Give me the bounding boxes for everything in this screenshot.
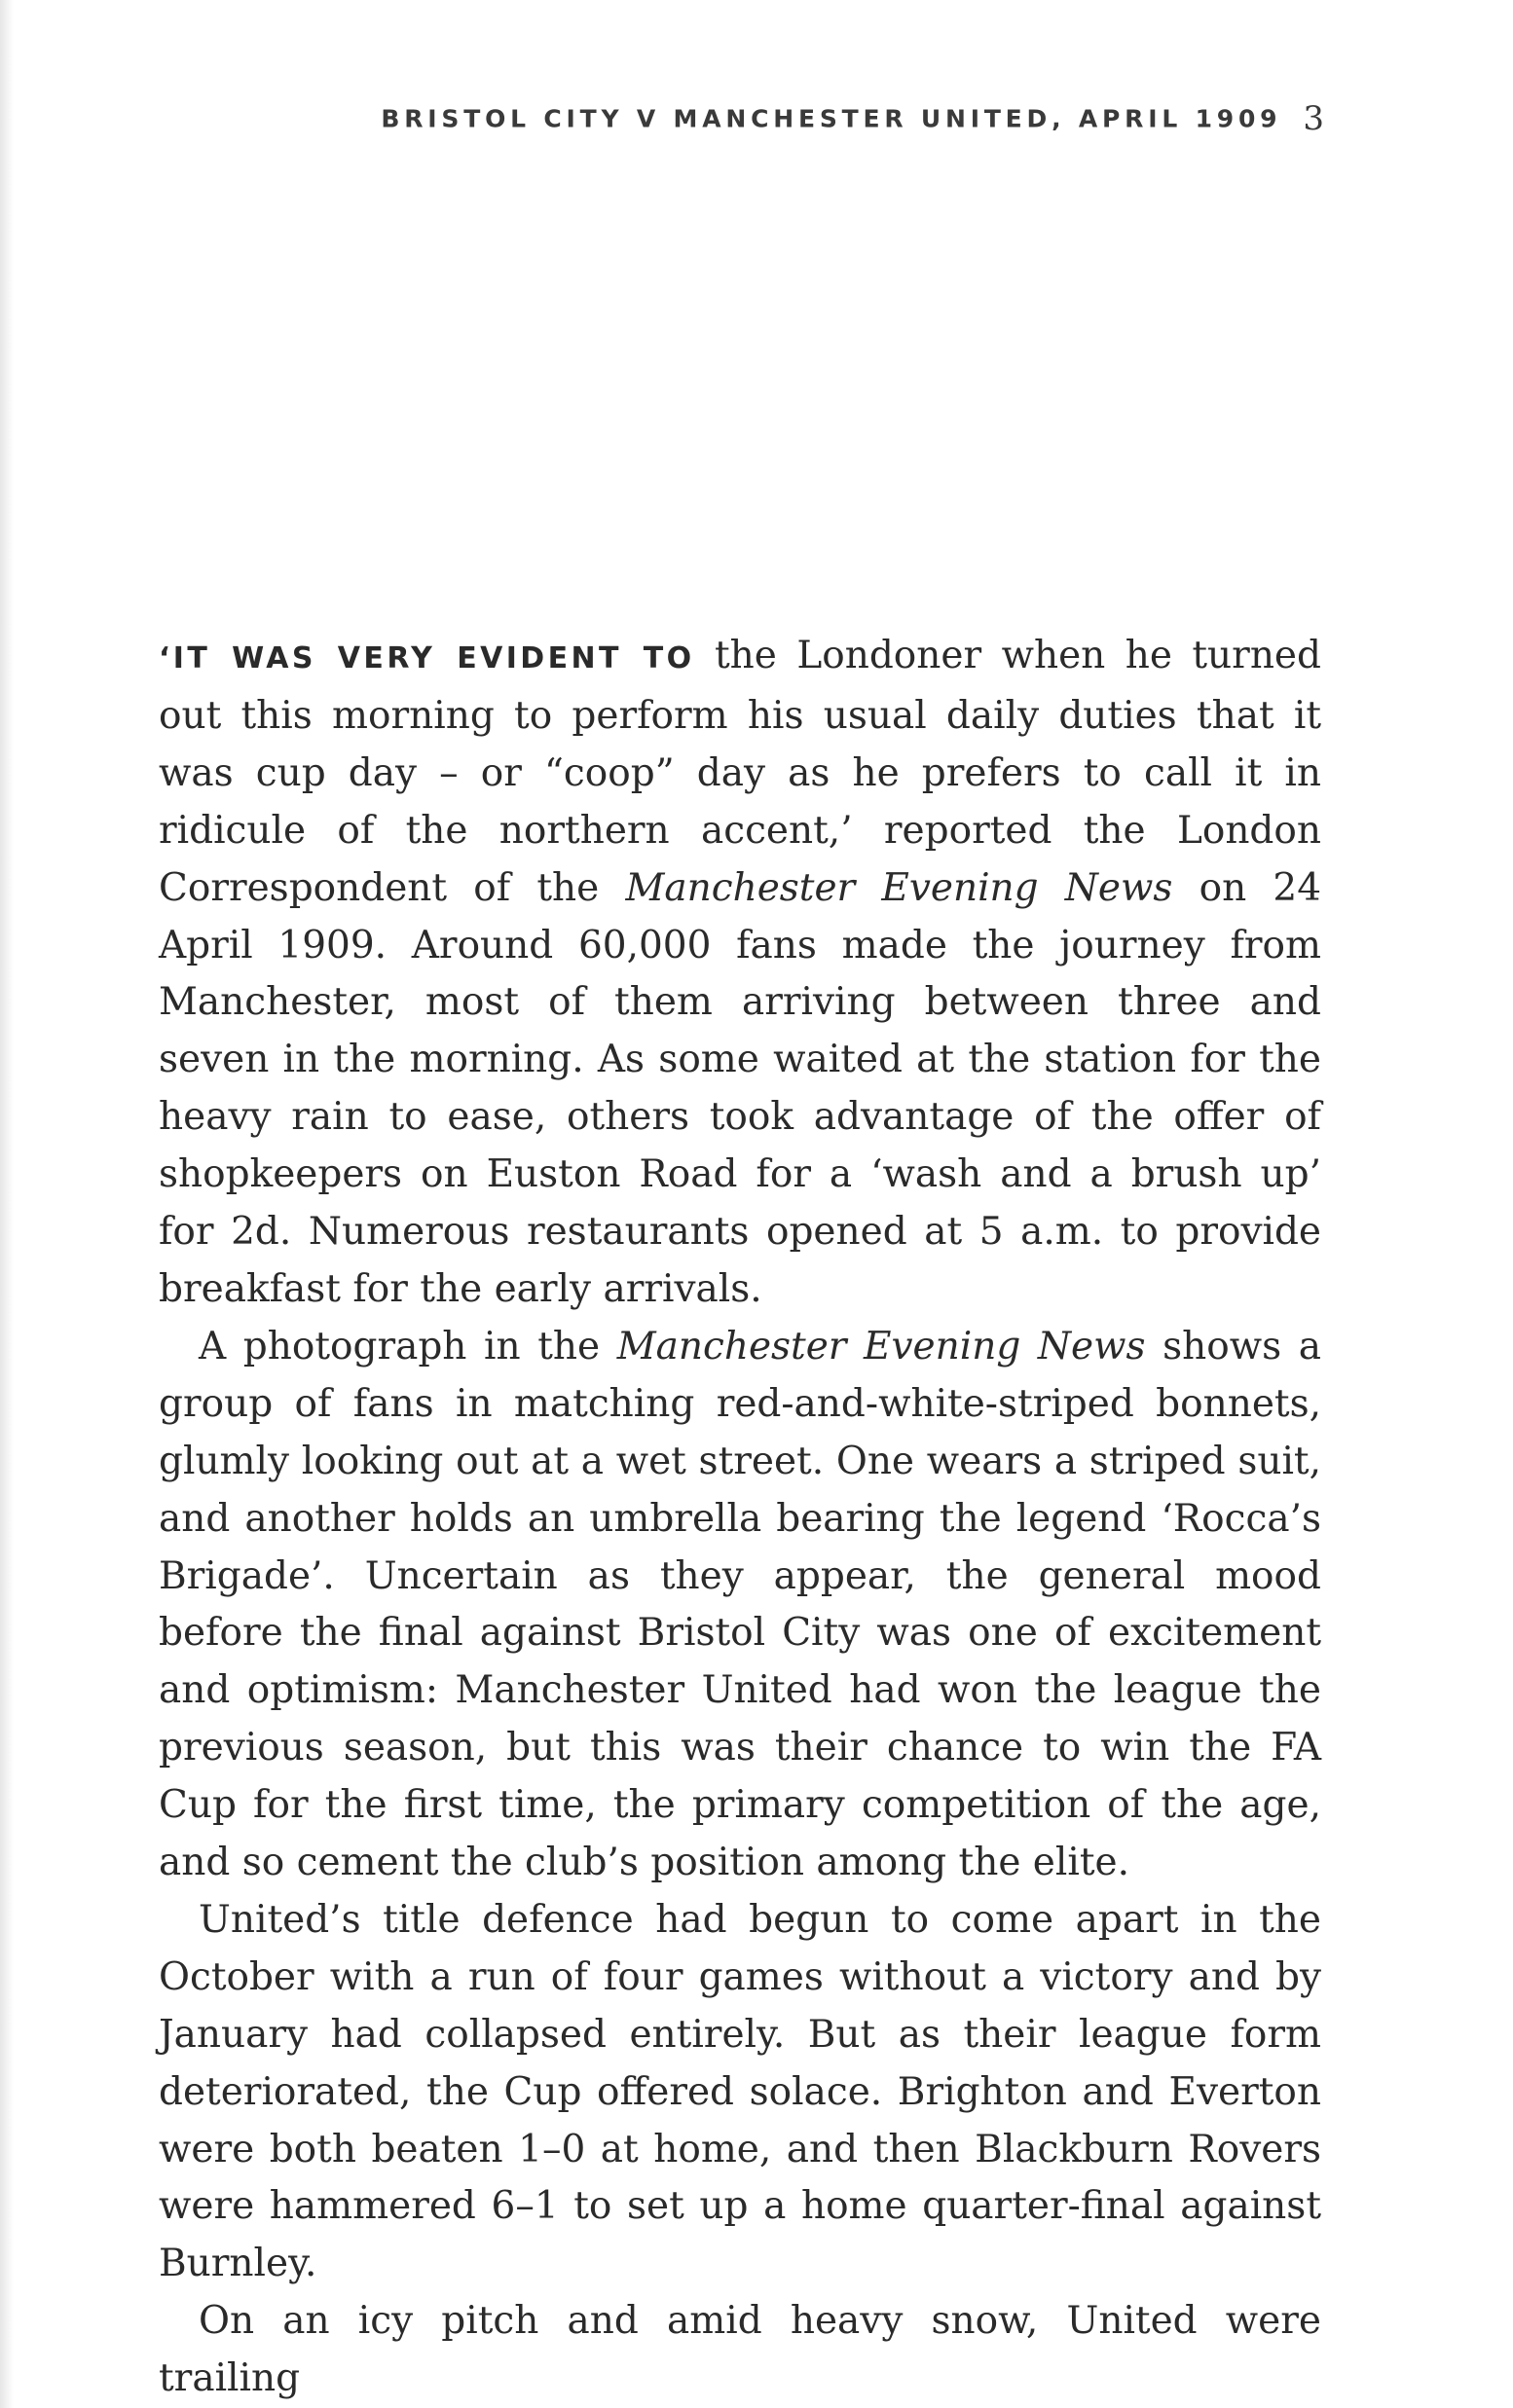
paragraph-4: On an icy pitch and amid heavy snow, United were trailing	[159, 2299, 1321, 2401]
body-text	[159, 628, 1321, 2408]
paragraph-1	[159, 628, 1321, 1319]
paragraph-3: United’s title defence had begun to come apart in the October with a run of four games without a victory and by January had collapsed entirely. But as their league form deteriorated, the Cup offered solace. Brighton and Everton were both beaten 1–0 at home, and then Blackburn Rovers were hammered 6–1 to set up a home quarter-final against Burnley.	[159, 1897, 1321, 2286]
paragraph-1-text-b: on 24 April 1909. Around 60,000 fans made the journey from Manchester, most of them arriving between three and seven in the morning. As some waited at the station for the heavy rain to ease, others took advantage of the offer of shopkeepers on Euston Road for a ‘wash and a brush up’ for 2d. Numerous restaurants opened at 5 a.m. to provide breakfast for the early arrivals.	[159, 865, 1322, 1311]
paragraph-1-text-a: the Londoner when he turned out this morning to perform his usual daily duties that it was cup day – or “coop” day as he prefers to call it in ridicule of the northern accent,’ reported the London Correspondent of the	[159, 634, 1321, 910]
paragraph-2	[159, 1319, 1321, 1892]
running-head-title: BRISTOL CITY V MANCHESTER UNITED, APRIL 1909	[381, 104, 1282, 133]
page-number: 3	[1303, 99, 1324, 138]
newspaper-title-italic: Manchester Evening News	[616, 1324, 1146, 1368]
page-edge-shadow	[0, 0, 14, 2408]
paragraph-lead-in: ‘IT WAS VERY EVIDENT TO	[159, 641, 695, 675]
newspaper-title-italic: Manchester Evening News	[625, 865, 1173, 910]
paragraph-2-text-a: A photograph in the	[199, 1324, 617, 1368]
paragraph-2-text-b: shows a group of fans in matching red-and-white-striped bonnets, glumly looking out at a wet street. One wears a striped suit, and another holds an umbrella bearing the legend ‘Rocca’s Brigade’. Uncertain as they appear, the general mood before the final against Bristol City was one of excitement and optimism: Manchester United had won the league the previous season, but this was their chance to win the FA Cup for the first time, the primary competition of the age, and so cement the club’s position among the elite.	[159, 1324, 1321, 1885]
running-head	[156, 99, 1324, 148]
